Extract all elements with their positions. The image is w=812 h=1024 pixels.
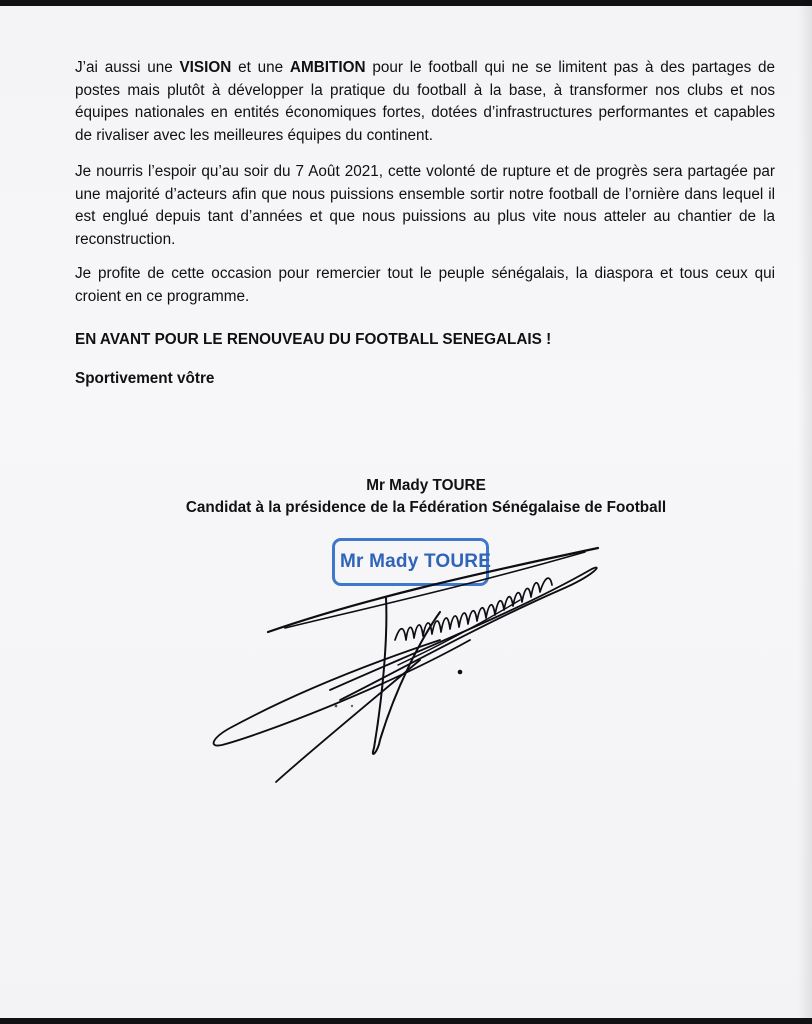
- p1-ambition: AMBITION: [289, 59, 366, 76]
- p1-intro: J’ai aussi une: [75, 59, 180, 76]
- paragraph-hope: Je nourris l’espoir qu’au soir du 7 Août 2021, cette volonté de rupture et de progrès sera partagée par une majorité d’acteurs afin que nous puissions ensemble sortir notre football de l’ornière dans lequel il est englué depuis tant d’années et que nous puissions au plus vite nous atteler au chantier de la reconstruction.: [75, 163, 775, 248]
- p1-rest: pour le football qui ne se limitent pas à des partages de postes mais plutôt à développer la pratique du football à la base, à transformer nos clubs et nos équipes nationales en entités économiques fortes, dotées d’infrastructures performantes et capables de rivaliser avec les meilleures équipes du continent.: [75, 59, 776, 144]
- stamp-text: Mr Mady TOURE: [340, 551, 492, 572]
- signatory-name: Mr Mady TOURE: [366, 477, 486, 494]
- p1-mid: et une: [231, 59, 290, 76]
- paragraph-thanks: Je profite de cette occasion pour remercier tout le peuple sénégalais, la diaspora et tous ceux qui croient en ce programme.: [75, 265, 775, 305]
- signatory-title: Candidat à la présidence de la Fédération Sénégalaise de Football: [185, 499, 667, 516]
- closing-line: Sportivement vôtre: [75, 370, 215, 387]
- bottom-border: [0, 1018, 812, 1024]
- p1-vision: VISION: [179, 59, 232, 76]
- paragraph-slogan: EN AVANT POUR LE RENOUVEAU DU FOOTBALL SENEGALAIS !: [75, 331, 552, 348]
